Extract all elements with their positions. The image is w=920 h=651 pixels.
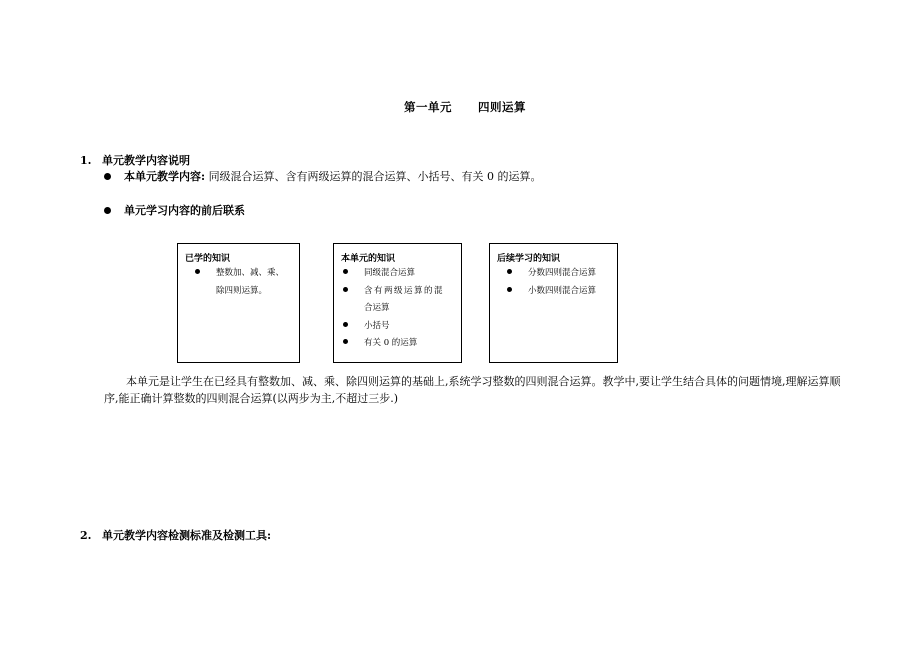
bullet-icon [195, 269, 200, 274]
bullet-icon [104, 173, 111, 180]
bullet-icon [343, 269, 348, 274]
prior-knowledge-item: 除四则运算。 [216, 286, 268, 296]
content-text: 同级混合运算、含有两级运算的混合运算、小括号、有关 0 的运算。 [208, 170, 542, 183]
section-2-heading [80, 527, 271, 543]
next-knowledge-title: 后续学习的知识 [497, 254, 561, 264]
bullet-icon [104, 207, 111, 214]
current-knowledge-title: 本单元的知识 [341, 254, 396, 264]
topic-title: 四则运算 [478, 100, 526, 114]
unit-title: 第一单元 [404, 100, 452, 114]
section-1-heading [80, 152, 190, 168]
prior-knowledge-box [177, 243, 300, 363]
unit-description-paragraph: 本单元是让学生在已经具有整数加、减、乘、除四则运算的基础上,系统学习整数的四则混合运算。教学中,要让学生结合具体的问题情境,理解运算顺序,能正确计算整数的四则混合运算(以两步为主,不超过三步.) [104, 375, 841, 405]
content-bullet [124, 168, 542, 184]
current-knowledge-box [333, 243, 462, 363]
bullet-icon [343, 287, 348, 292]
current-knowledge-item: 含有两级运算的混 [364, 286, 445, 296]
relation-heading: 单元学习内容的前后联系 [124, 204, 245, 217]
current-knowledge-item: 小括号 [364, 321, 390, 331]
current-knowledge-item: 有关 0 的运算 [364, 338, 418, 348]
next-knowledge-item: 小数四则混合运算 [528, 286, 597, 296]
current-knowledge-item: 合运算 [364, 303, 390, 313]
current-knowledge-item: 同级混合运算 [364, 268, 416, 278]
next-knowledge-box [489, 243, 618, 363]
prior-knowledge-title: 已学的知识 [185, 254, 231, 264]
next-knowledge-item: 分数四则混合运算 [528, 268, 597, 278]
section-1-title: 单元教学内容说明 [102, 154, 190, 167]
page-title [404, 99, 526, 115]
section-2-title: 单元教学内容检测标准及检测工具: [102, 529, 272, 542]
bullet-icon [507, 269, 512, 274]
prior-knowledge-item: 整数加、减、乘、 [216, 268, 285, 278]
bullet-icon [343, 339, 348, 344]
bullet-icon [507, 287, 512, 292]
bullet-icon [343, 322, 348, 327]
content-label: 本单元教学内容: [124, 170, 206, 183]
section-2-number: 2. [80, 529, 92, 542]
section-1-number: 1. [80, 154, 92, 167]
